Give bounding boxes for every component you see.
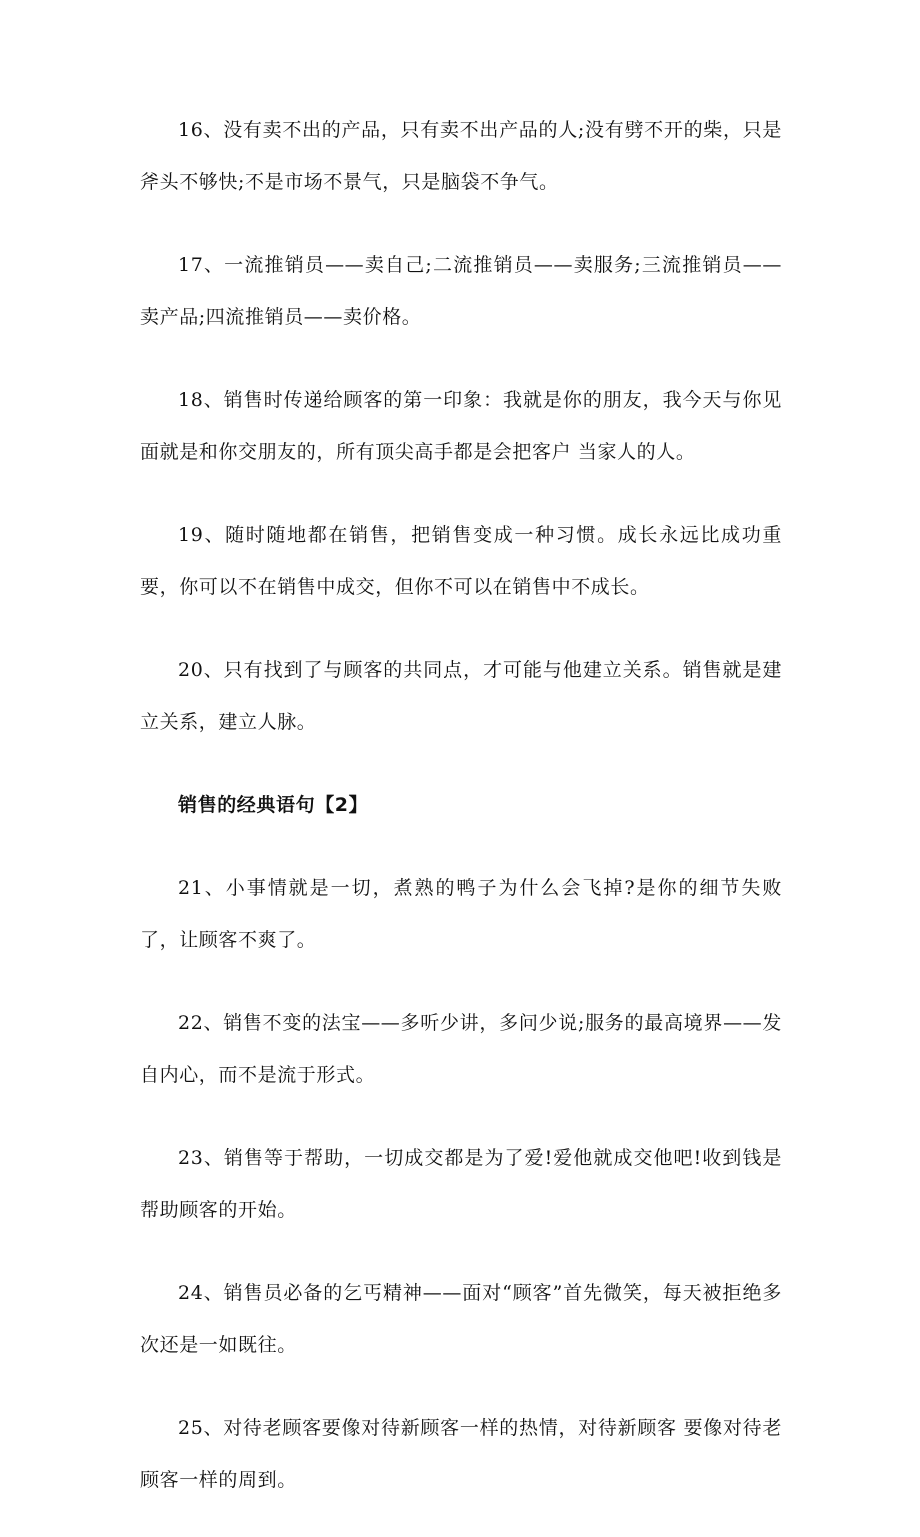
document-body bbox=[140, 104, 782, 1537]
paragraph-16: 16、没有卖不出的产品，只有卖不出产品的人;没有劈不开的柴，只是斧头不够快;不是市场不景气，只是脑袋不争气。 bbox=[140, 119, 782, 193]
paragraph-22: 22、销售不变的法宝——多听少讲，多问少说;服务的最高境界——发自内心，而不是流于形式。 bbox=[140, 1012, 782, 1086]
paragraph-23: 23、销售等于帮助，一切成交都是为了爱!爱他就成交他吧!收到钱是帮助顾客的开始。 bbox=[140, 1147, 782, 1221]
paragraph-20: 20、只有找到了与顾客的共同点，才可能与他建立关系。销售就是建立关系，建立人脉。 bbox=[140, 659, 782, 733]
paragraph-17: 17、一流推销员——卖自己;二流推销员——卖服务;三流推销员——卖产品;四流推销员——卖价格。 bbox=[140, 254, 782, 328]
paragraph-24: 24、销售员必备的乞丐精神——面对“顾客”首先微笑，每天被拒绝多次还是一如既往。 bbox=[140, 1282, 782, 1356]
paragraph-18: 18、销售时传递给顾客的第一印象：我就是你的朋友，我今天与你见面就是和你交朋友的，所有顶尖高手都是会把客户 当家人的人。 bbox=[140, 389, 782, 463]
paragraph-25: 25、对待老顾客要像对待新顾客一样的热情，对待新顾客 要像对待老顾客一样的周到。 bbox=[140, 1417, 782, 1491]
paragraph-19: 19、随时随地都在销售，把销售变成一种习惯。成长永远比成功重要，你可以不在销售中成交，但你不可以在销售中不成长。 bbox=[140, 524, 782, 598]
paragraph-21: 21、小事情就是一切，煮熟的鸭子为什么会飞掉?是你的细节失败了，让顾客不爽了。 bbox=[140, 877, 782, 951]
section-heading: 销售的经典语句【2】 bbox=[178, 794, 369, 816]
